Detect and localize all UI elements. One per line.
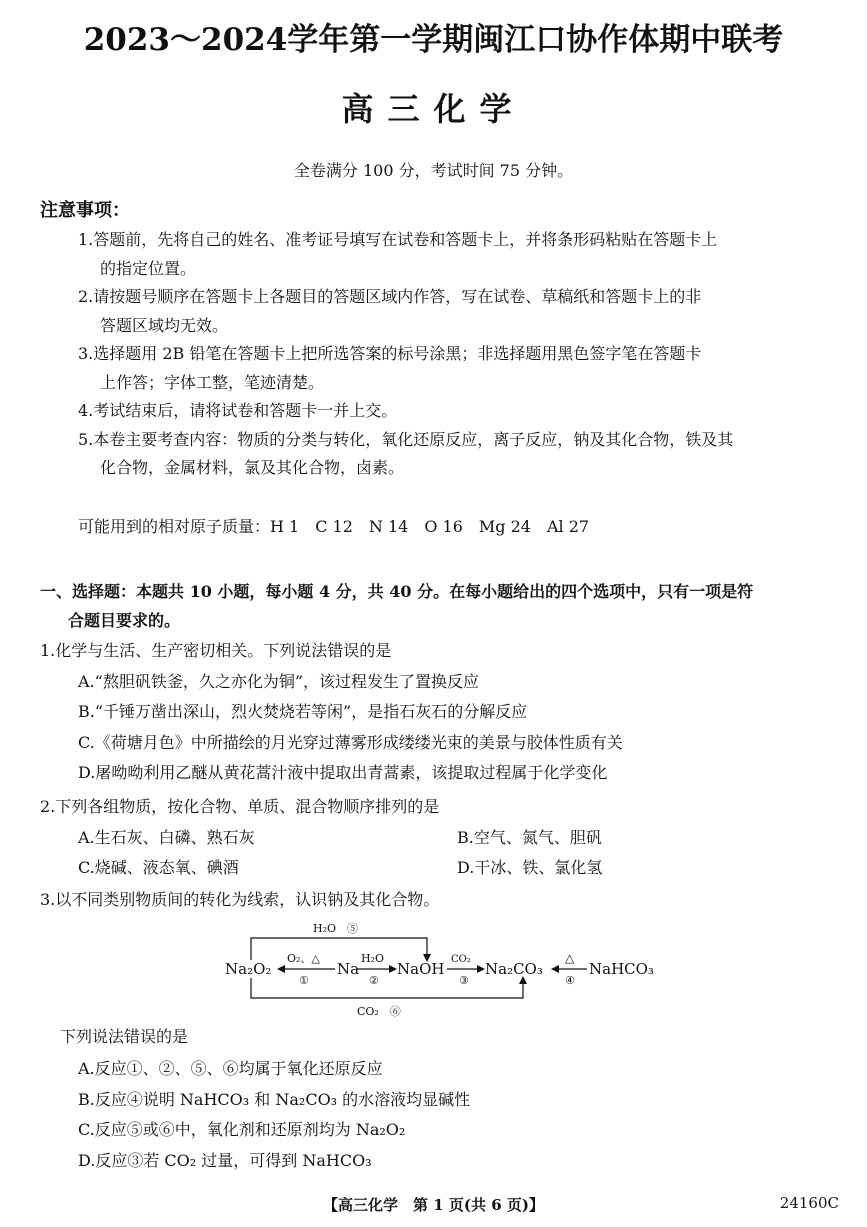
sodium-conversion-diagram [215, 918, 675, 1018]
notice-item-5 [78, 426, 834, 483]
notice-heading: 注意事项： [40, 200, 130, 221]
arrow-head-icon [389, 965, 397, 973]
page-footer: 【高三化学 第 1 页(共 6 页)】 [323, 1196, 544, 1214]
notice-line: 2.请按题号顺序在答题卡上各题目的答题区域内作答，写在试卷、草稿纸和答题卡上的非 [78, 287, 702, 306]
loop-line-5 [251, 938, 427, 960]
r2-label: H₂O [361, 952, 385, 965]
species-nahco3: NaHCO₃ [589, 960, 654, 978]
paper-code: 24160C [779, 1194, 839, 1212]
question-1 [40, 636, 836, 789]
option-row [40, 853, 836, 884]
exam-title: 2023～2024学年第一学期闽江口协作体期中联考 [83, 22, 784, 58]
notice-item-4 [78, 397, 834, 426]
option-c: C.反应⑤或⑥中，氧化剂和还原剂均为 Na₂O₂ [78, 1120, 406, 1139]
question-2 [40, 792, 836, 884]
option-a: A.“熬胆矾铁釜，久之亦化为铜”，该过程发生了置换反应 [78, 671, 480, 691]
notice-line: 1.答题前，先将自己的姓名、准考证号填写在试卷和答题卡上，并将条形码粘贴在答题卡上 [78, 230, 718, 249]
option-b: B.“千锤万凿出深山，烈火焚烧若等闲”，是指石灰石的分解反应 [78, 702, 528, 721]
r1-num: ① [299, 974, 309, 987]
question-3-lead: 下列说法错误的是 [60, 1027, 189, 1046]
question-stem: 2.下列各组物质，按化合物、单质、混合物顺序排列的是 [40, 797, 440, 816]
option-a: A.生石灰、白磷、熟石灰 [78, 827, 255, 847]
option-c: C.烧碱、液态氧、碘酒 [78, 858, 239, 877]
arrow-head-icon [551, 965, 559, 973]
notice-item-2 [78, 283, 834, 340]
arrow-head-icon [277, 965, 285, 973]
notice-line: 3.选择题用 2B 铅笔在答题卡上把所选答案的标号涂黑；非选择题用黑色签字笔在答题卡 [78, 344, 702, 363]
species-na: Na [337, 960, 360, 978]
species-na2o2: Na₂O₂ [225, 960, 272, 978]
option-b: B.反应④说明 NaHCO₃ 和 Na₂CO₃ 的水溶液均显碱性 [78, 1089, 471, 1109]
r3-label: CO₂ [451, 954, 471, 965]
notice-line: 5.本卷主要考查内容：物质的分类与转化，氧化还原反应，离子反应，钠及其化合物，铁及其 [78, 429, 734, 449]
question-stem: 1.化学与生活、生产密切相关。下列说法错误的是 [40, 641, 392, 660]
option-a: A.反应①、②、⑤、⑥均属于氧化还原反应 [78, 1059, 383, 1078]
atomic-masses: 可能用到的相对原子质量：H 1 C 12 N 14 O 16 Mg 24 Al 27 [78, 517, 590, 536]
exam-info: 全卷满分 100 分，考试时间 75 分钟。 [293, 161, 574, 180]
subject-title: 高三化学 [341, 90, 526, 128]
section-line: 一、选择题：本题共 10 小题，每小题 4 分，共 40 分。在每小题给出的四个选项中，只有一项是符 [40, 582, 754, 601]
notice-item-3 [78, 340, 834, 397]
section-heading [40, 578, 836, 635]
notice-line: 答题区域均无效。 [100, 315, 229, 335]
section-line: 合题目要求的。 [68, 610, 181, 630]
option-d: D.干冰、铁、氯化氢 [457, 858, 603, 877]
r6-label: CO₂ ⑥ [357, 1005, 401, 1018]
option-d: D.反应③若 CO₂ 过量，可得到 NaHCO₃ [78, 1150, 372, 1170]
notice-line: 上作答；字体工整，笔迹清楚。 [100, 372, 325, 392]
option-d: D.屠呦呦利用乙醚从黄花蒿汁液中提取出青蒿素，该提取过程属于化学变化 [78, 763, 608, 782]
species-na2co3: Na₂CO₃ [485, 960, 543, 978]
notice-line: 化合物，金属材料，氯及其化合物，卤素。 [100, 458, 405, 477]
question-stem: 3.以不同类别物质间的转化为线索，认识钠及其化合物。 [40, 890, 440, 909]
r1-label: O₂、△ [287, 952, 320, 965]
r5-label: H₂O ⑤ [313, 922, 359, 935]
option-b: B.空气、氮气、胆矾 [457, 827, 602, 847]
option-row [40, 823, 836, 854]
loop-line-6 [251, 978, 523, 998]
species-naoh: NaOH [397, 960, 445, 978]
notice-list [78, 226, 834, 483]
question-3 [40, 885, 836, 916]
r4-label: △ [565, 951, 575, 965]
notice-line: 的指定位置。 [100, 258, 197, 278]
question-3-options [40, 1054, 836, 1176]
notice-item-1 [78, 226, 834, 283]
r2-num: ② [369, 974, 379, 987]
r4-num: ④ [565, 974, 575, 987]
option-c: C.《荷塘月色》中所描绘的月光穿过薄雾形成缕缕光束的美景与胶体性质有关 [78, 732, 623, 752]
notice-line: 4.考试结束后，请将试卷和答题卡一并上交。 [78, 401, 398, 420]
r3-num: ③ [459, 974, 469, 987]
arrow-head-icon [477, 965, 485, 973]
